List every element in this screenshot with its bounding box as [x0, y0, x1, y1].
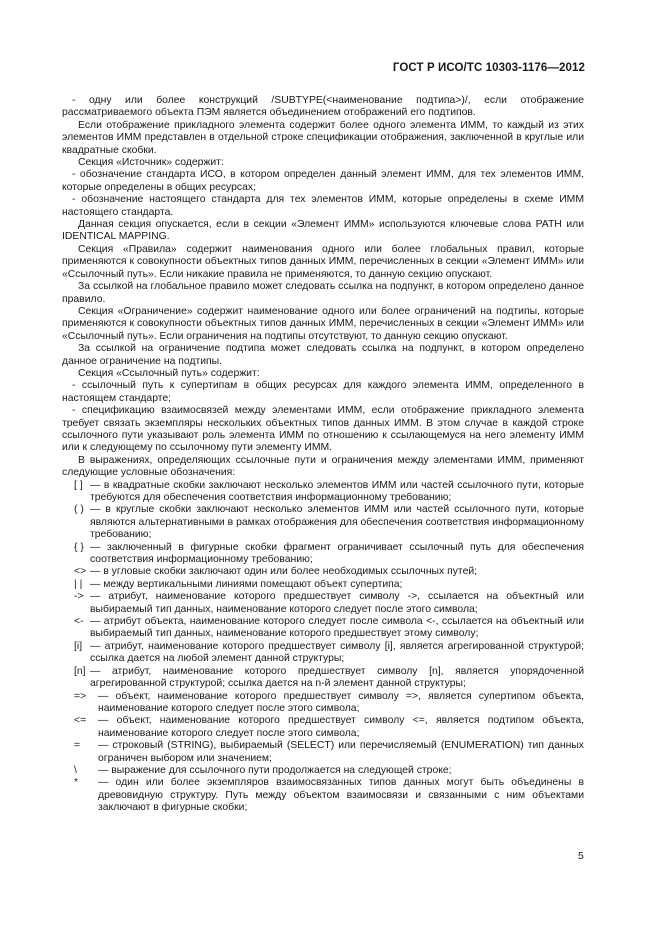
paragraph: - спецификацию взаимосвязей между элементами ИММ, если отображение прикладного элемента требует связать экземпляры нескольких объектных типов данных ИММ. В этом случае в каждой строке ссылочного пути указывают роль элемента ИММ по отношению к ссылающемуся на него элементу ИММ или к следующему по ссылочному пути элементу ИММ. — [62, 405, 584, 454]
notation-list — [62, 480, 584, 815]
notation-item — [62, 480, 584, 505]
notation-item — [62, 591, 584, 616]
notation-description: — объект, наименование которого предшествует символу =>, является супертипом объекта, наименование которого следует после этого символа; — [98, 690, 584, 714]
paragraph: - обозначение стандарта ИСО, в котором определен данный элемент ИММ, для тех элементов ИММ, которые определены в общих ресурсах; — [62, 169, 584, 193]
notation-item — [62, 691, 584, 716]
notation-item — [62, 566, 584, 578]
notation-symbol: [ ] — [74, 479, 83, 491]
notation-item — [62, 765, 584, 777]
notation-symbol: = — [74, 740, 81, 752]
notation-description: — один или более экземпляров взаимосвязанных типов данных могут быть объединены в древовидную структуру. Путь между объектом взаимосвязи и связанными с ним объектами заключают в фигурные скобки; — [98, 777, 584, 814]
notation-item — [62, 542, 584, 567]
notation-symbol: -> — [74, 591, 84, 603]
notation-item — [62, 740, 584, 765]
notation-symbol: ( ) — [74, 504, 84, 516]
notation-symbol: <- — [74, 616, 84, 628]
paragraph: За ссылкой на ограничение подтипа может следовать ссылка на подпункт, в котором определено данное ограничение на подтипы. — [62, 343, 584, 367]
notation-item — [62, 641, 584, 666]
notation-item — [62, 715, 584, 740]
notation-description: — выражение для ссылочного пути продолжается на следующей строке; — [98, 764, 452, 776]
paragraph: Если отображение прикладного элемента содержит более одного элемента ИММ, то каждый из этих элементов ИММ представлен в отдельной строке спецификации отображения, заключенной в круглые или квадратные скобки. — [62, 119, 584, 156]
notation-description: — атрибут объекта, наименование которого следует после символа <-, ссылается на объектный или выбираемый тип данных, наименование которого предшествует этому символу; — [90, 616, 584, 640]
notation-symbol: \ — [74, 764, 77, 776]
notation-description: — заключенный в фигурные скобки фрагмент ограничивает ссылочный путь для обеспечения соответствия информационному требованию; — [90, 541, 584, 566]
notation-item — [62, 579, 584, 591]
paragraph: Секция «Правила» содержит наименования одного или более глобальных правил, которые применяются к совокупности объектных типов данных ИММ, перечисленных в секции «Элемент ИММ» или «Ссылочный путь». Если никакие правила не применяются, то данную секцию опускают. — [62, 243, 584, 280]
notation-item — [62, 666, 584, 691]
paragraph: Секция «Ссылочный путь» содержит: — [78, 367, 260, 379]
paragraph: В выражениях, определяющих ссылочные пути и ограничения между элементами ИММ, применяют следующие условные обозначения: — [62, 454, 584, 479]
paragraph: - ссылочный путь к супертипам в общих ресурсах для каждого элемента ИММ, определенного в настоящем стандарте; — [62, 380, 584, 404]
notation-description: — в круглые скобки заключают несколько элементов ИММ или частей ссылочного пути, которые являются альтернативными в рамках отображения для обеспечения соответствия информационному требованию; — [90, 504, 584, 541]
standard-header: ГОСТ Р ИСО/ТС 10303-1176—2012 — [392, 62, 585, 74]
notation-item — [62, 504, 584, 541]
notation-item — [62, 616, 584, 641]
notation-description: — между вертикальными линиями помещают объект супертипа; — [90, 578, 403, 590]
notation-symbol: { } — [74, 541, 84, 553]
page-number: 5 — [578, 851, 584, 862]
notation-symbol: [i] — [74, 640, 83, 652]
notation-symbol: | | — [74, 578, 83, 590]
notation-description: — в квадратные скобки заключают несколько элементов ИММ или частей ссылочного пути, которые требуются для обеспечения соответствия информационному требованию; — [90, 479, 584, 503]
notation-description: — объект, наименование которого предшествует символу <=, является подтипом объекта, наименование которого следует после этого символа; — [98, 715, 584, 739]
notation-symbol: <= — [74, 715, 87, 727]
notation-description: — в угловые скобки заключают один или более необходимых ссылочных путей; — [90, 566, 478, 578]
paragraphs — [62, 95, 584, 480]
notation-item — [62, 777, 584, 814]
paragraph: Данная секция опускается, если в секции «Элемент ИММ» используются ключевые слова PATH или IDENTICAL MAPPING. — [62, 219, 584, 243]
notation-symbol: => — [74, 690, 87, 702]
notation-description: — атрибут, наименование которого предшествует символу [i], является агрегированной структурой; ссылка дается на любой элемент данной структуры; — [90, 640, 584, 665]
notation-symbol: [n] — [74, 665, 86, 677]
paragraph: - одну или более конструкций /SUBTYPE(<наименование подтипа>)/, если отображение рассматриваемого объекта ПЭМ является объединением отображений его подтипов. — [62, 95, 584, 119]
body-text — [62, 95, 584, 815]
notation-symbol: <> — [74, 566, 87, 578]
paragraph: За ссылкой на глобальное правило может следовать ссылка на подпункт, в котором определено данное правило. — [62, 281, 584, 305]
notation-description: — атрибут, наименование которого предшествует символу [n], является упорядоченной агрегированной структурой; ссылка дается на n-й элемент данной структуры; — [90, 665, 584, 690]
paragraph: Секция «Источник» содержит: — [78, 157, 224, 169]
paragraph: - обозначение настоящего стандарта для тех элементов ИММ, которые определены в схеме ИММ настоящего стандарта. — [62, 194, 584, 218]
notation-description: — строковый (STRING), выбираемый (SELECT) или перечисляемый (ENUMERATION) тип данных ограничен выбором или значением; — [98, 740, 584, 764]
notation-symbol: * — [74, 777, 79, 789]
notation-description: — атрибут, наименование которого предшествует символу ->, ссылается на объектный или выбираемый тип данных, наименование которого следует после этого символа; — [90, 591, 584, 615]
paragraph: Секция «Ограничение» содержит наименование одного или более ограничений на подтипы, которые применяются к совокупности объектных типов данных ИММ, перечисленных в секции «Элемент ИММ» или «Ссылочный путь». Если ограничения на подтипы отсутствуют, то данную секцию опускают. — [62, 305, 584, 342]
